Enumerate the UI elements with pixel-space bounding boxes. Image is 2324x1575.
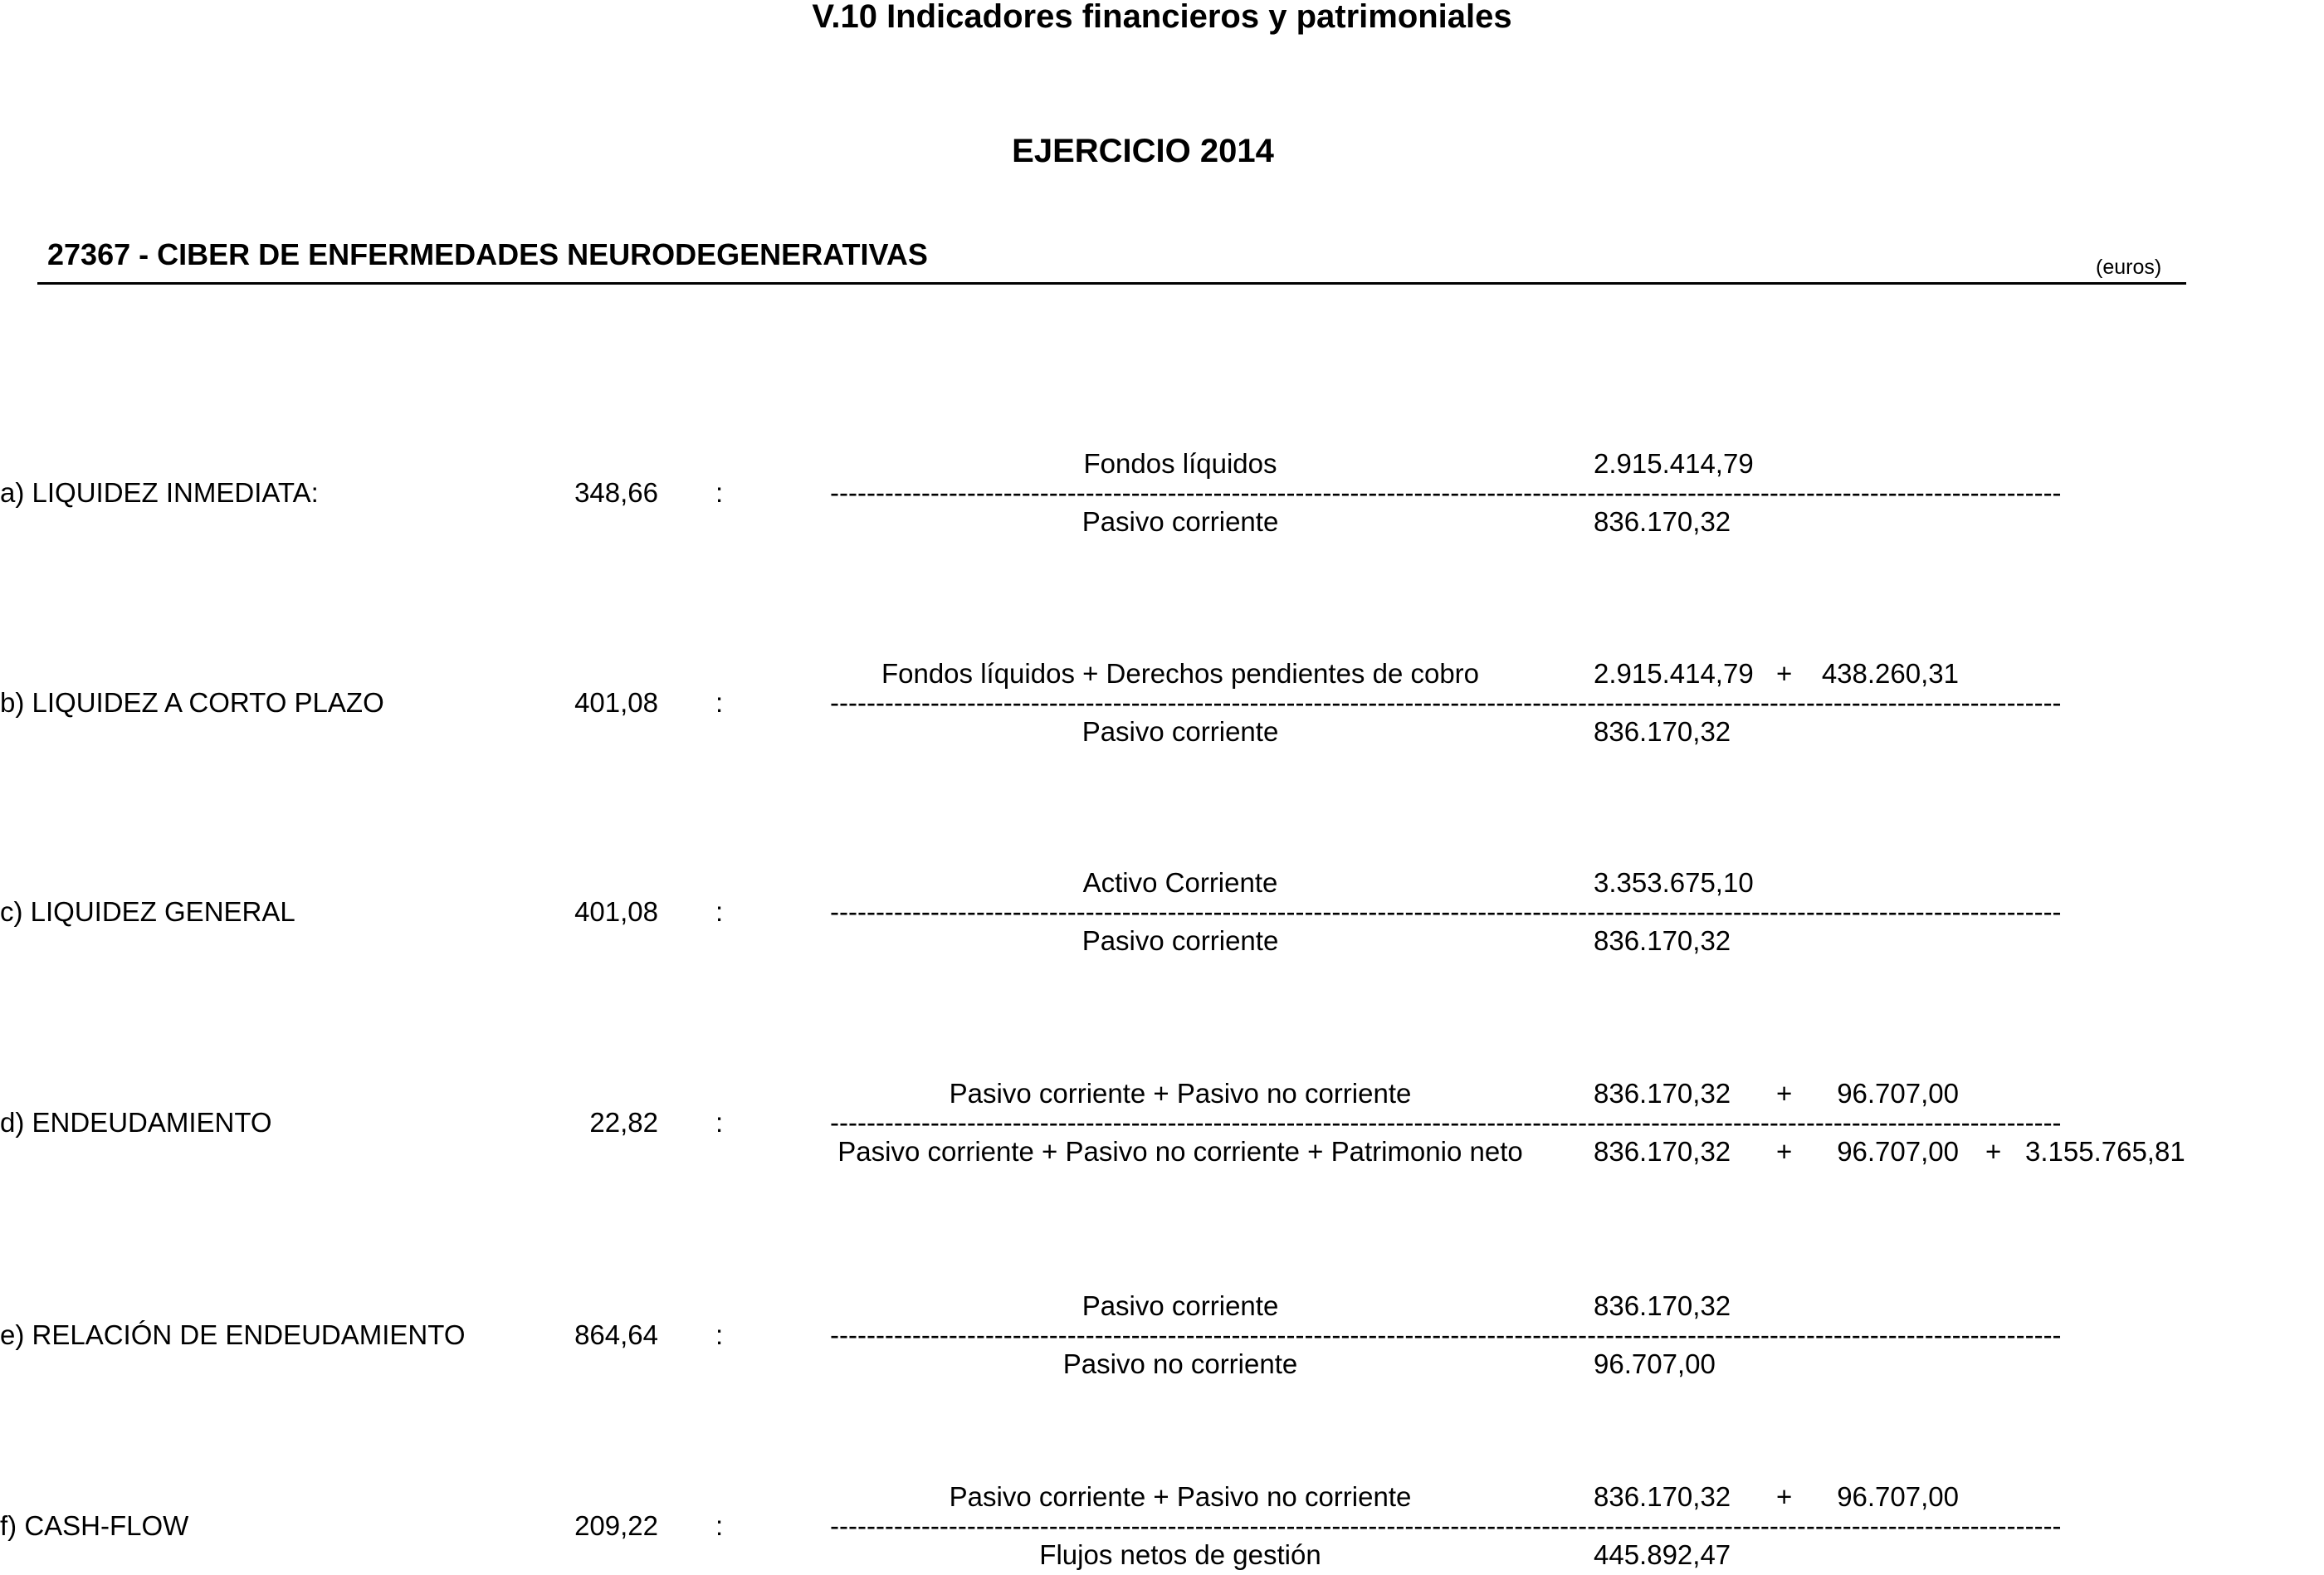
numerator-figure: 2.915.414,79 <box>1594 448 1754 479</box>
colon-separator: : <box>715 687 724 718</box>
denominator-figure: 836.170,32 <box>1594 925 1731 956</box>
colon-separator: : <box>715 1510 724 1541</box>
numerator-formula: Fondos líquidos <box>1083 448 1277 479</box>
numerator-formula: Pasivo corriente <box>1081 1290 1279 1321</box>
denominator-figure: 836.170,32 <box>1594 716 1731 747</box>
fraction-divider: --------------------------------------------------------------------------------------------------------------------------------------- <box>830 477 2062 508</box>
indicator-value: 401,08 <box>574 896 658 927</box>
indicator-label: c) LIQUIDEZ GENERAL <box>0 896 295 927</box>
indicator-label: b) LIQUIDEZ A CORTO PLAZO <box>0 687 384 718</box>
denominator-figure: 96.707,00 <box>1837 1136 1959 1167</box>
numerator-figure: 836.170,32 <box>1594 1290 1731 1321</box>
fraction-divider: --------------------------------------------------------------------------------------------------------------------------------------- <box>830 1510 2062 1541</box>
denominator-figure: 96.707,00 <box>1594 1348 1716 1379</box>
colon-separator: : <box>715 896 724 927</box>
denominator-formula: Pasivo corriente <box>1081 716 1279 747</box>
indicator-value: 864,64 <box>574 1319 658 1350</box>
header-rule <box>37 282 2186 285</box>
numerator-formula: Activo Corriente <box>1082 867 1278 898</box>
indicator-value: 401,08 <box>574 687 658 718</box>
fiscal-year-heading: EJERCICIO 2014 <box>1012 133 1274 169</box>
fraction-divider: --------------------------------------------------------------------------------------------------------------------------------------- <box>830 687 2062 718</box>
fraction-divider: --------------------------------------------------------------------------------------------------------------------------------------- <box>830 1319 2062 1350</box>
denominator-formula: Flujos netos de gestión <box>1039 1539 1321 1570</box>
numerator-figure: 438.260,31 <box>1821 658 1959 689</box>
denominator-formula: Pasivo corriente + Pasivo no corriente + Patrimonio neto <box>837 1136 1523 1167</box>
fraction-divider: --------------------------------------------------------------------------------------------------------------------------------------- <box>830 896 2062 927</box>
fraction-divider: --------------------------------------------------------------------------------------------------------------------------------------- <box>830 1107 2062 1138</box>
indicator-label: e) RELACIÓN DE ENDEUDAMIENTO <box>0 1319 466 1350</box>
numerator-figure: 96.707,00 <box>1837 1078 1959 1109</box>
plus-operator: + <box>1985 1136 2002 1167</box>
denominator-formula: Pasivo no corriente <box>1062 1348 1298 1379</box>
numerator-figure: 836.170,32 <box>1594 1078 1731 1109</box>
plus-operator: + <box>1776 1481 1793 1512</box>
indicator-label: d) ENDEUDAMIENTO <box>0 1107 272 1138</box>
indicator-label: a) LIQUIDEZ INMEDIATA: <box>0 477 319 508</box>
numerator-figure: 96.707,00 <box>1837 1481 1959 1512</box>
denominator-formula: Pasivo corriente <box>1081 925 1279 956</box>
numerator-figure: 3.353.675,10 <box>1594 867 1754 898</box>
denominator-figure: 445.892,47 <box>1594 1539 1731 1570</box>
numerator-formula: Pasivo corriente + Pasivo no corriente <box>949 1481 1412 1512</box>
plus-operator: + <box>1776 658 1793 689</box>
denominator-figure: 3.155.765,81 <box>2025 1136 2185 1167</box>
denominator-figure: 836.170,32 <box>1594 1136 1731 1167</box>
numerator-formula: Fondos líquidos + Derechos pendientes de cobro <box>881 658 1480 689</box>
colon-separator: : <box>715 1107 724 1138</box>
indicator-value: 209,22 <box>574 1510 658 1541</box>
colon-separator: : <box>715 1319 724 1350</box>
indicator-value: 22,82 <box>589 1107 658 1138</box>
numerator-formula: Pasivo corriente + Pasivo no corriente <box>949 1078 1412 1109</box>
numerator-figure: 836.170,32 <box>1594 1481 1731 1512</box>
page-title: V.10 Indicadores financieros y patrimoniales <box>812 0 1512 35</box>
colon-separator: : <box>715 477 724 508</box>
denominator-formula: Pasivo corriente <box>1081 506 1279 537</box>
plus-operator: + <box>1776 1136 1793 1167</box>
numerator-figure: 2.915.414,79 <box>1594 658 1754 689</box>
denominator-figure: 836.170,32 <box>1594 506 1731 537</box>
indicator-value: 348,66 <box>574 477 658 508</box>
currency-units: (euros) <box>2096 256 2162 279</box>
plus-operator: + <box>1776 1078 1793 1109</box>
entity-name: 27367 - CIBER DE ENFERMEDADES NEURODEGENERATIVAS <box>47 237 928 271</box>
indicator-label: f) CASH-FLOW <box>0 1510 189 1541</box>
